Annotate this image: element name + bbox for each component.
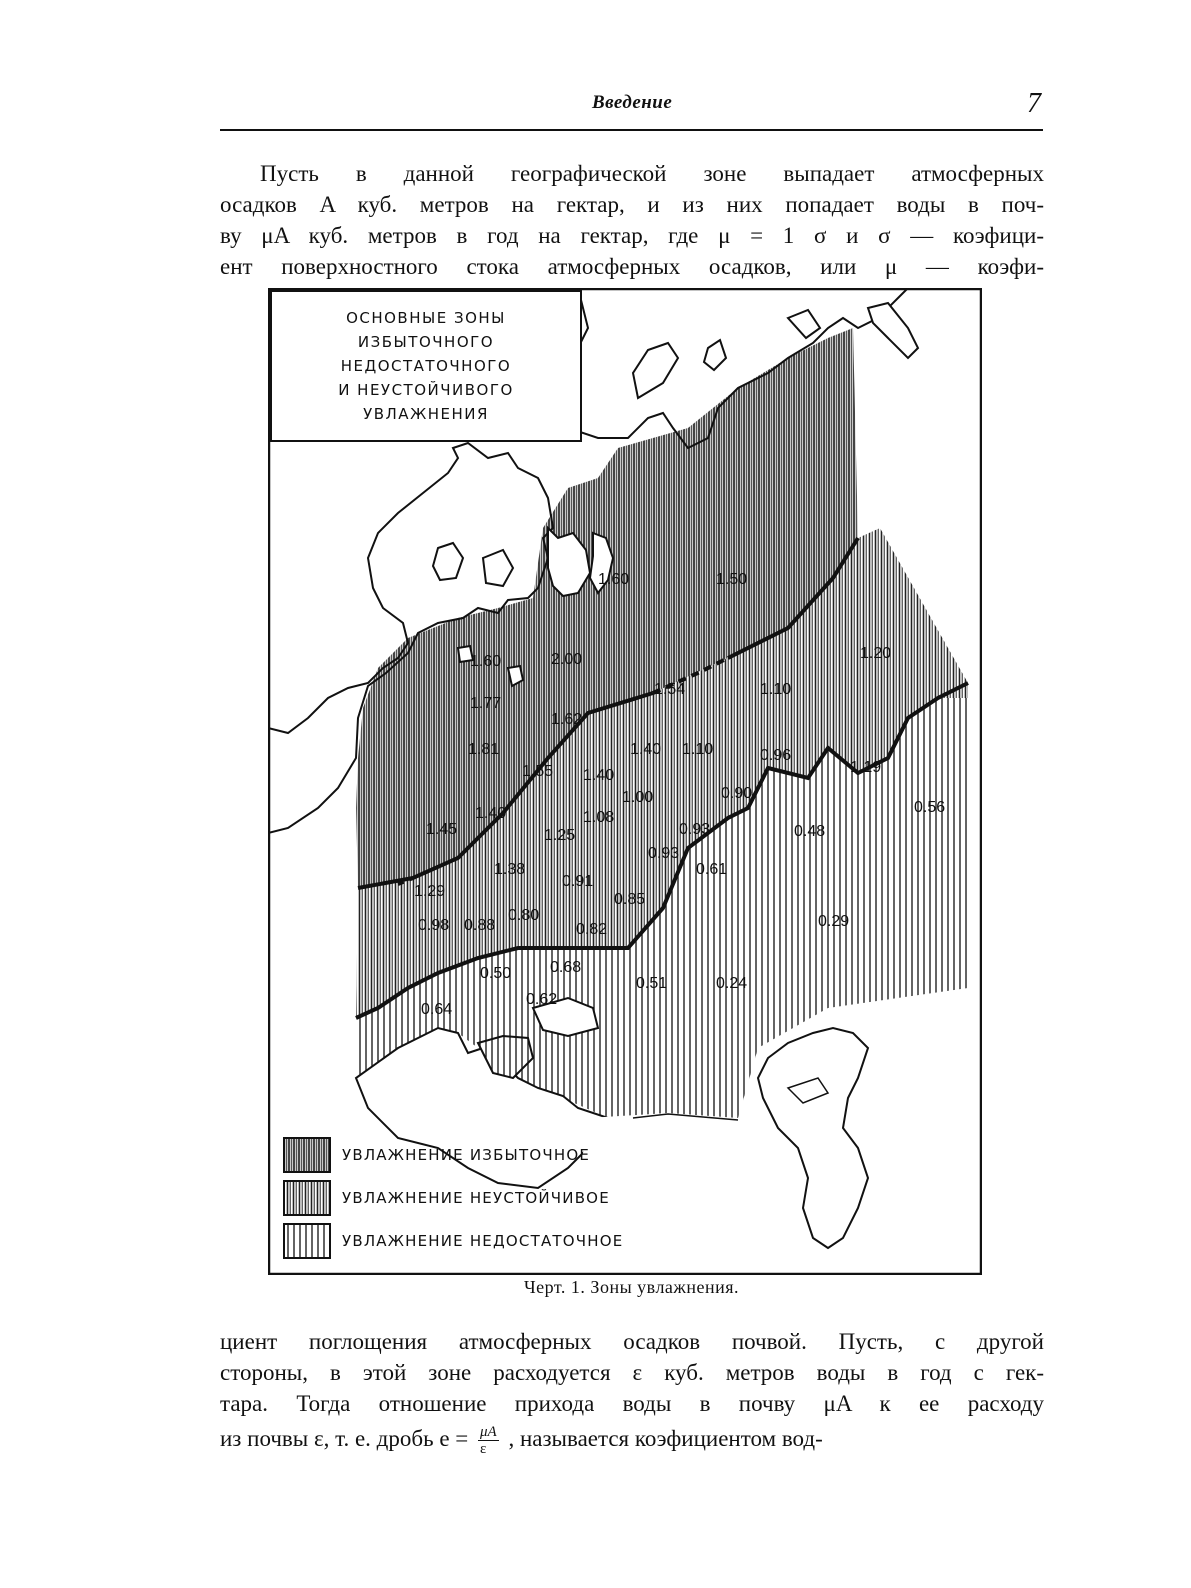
map-value: 1.25 xyxy=(544,827,576,844)
map-title-line: ИЗБЫТОЧНОГО xyxy=(357,333,495,351)
map-title-box xyxy=(270,290,582,442)
formula-text-after: , называется коэфициентом вод- xyxy=(508,1426,823,1451)
text-line: тара. Тогда отношение прихода воды в почву μA к ее расходу xyxy=(220,1391,1044,1416)
map-value: 0.51 xyxy=(636,975,668,992)
running-head xyxy=(220,88,1043,126)
paragraph-top xyxy=(220,158,1044,282)
map-value: 0.29 xyxy=(818,913,850,930)
legend-item-unstable xyxy=(342,1181,610,1215)
moisture-map-figure xyxy=(268,288,982,1275)
page-number: 7 xyxy=(1027,88,1041,119)
map-value: 1.20 xyxy=(860,645,892,662)
legend-item-excess xyxy=(342,1138,590,1172)
map-value: 0.93 xyxy=(679,821,711,838)
map-title-line: НЕДОСТАТОЧНОГО xyxy=(340,357,512,375)
formula-denominator: ε xyxy=(480,1441,487,1458)
map-value: 0.82 xyxy=(576,921,608,938)
formula-numerator: μA xyxy=(480,1424,497,1441)
map-value: 1.60 xyxy=(470,653,502,670)
text-line: ент поверхностного стока атмосферных осадков, или μ — коэфи- xyxy=(220,254,1044,279)
map-value: 0.96 xyxy=(760,747,792,764)
legend-label: УВЛАЖНЕНИЕ ИЗБЫТОЧНОЕ xyxy=(342,1146,591,1164)
map-value: 0.85 xyxy=(614,891,646,908)
text-line: стороны, в этой зоне расходуется ε куб. метров воды в год с гек- xyxy=(220,1360,1044,1385)
map-value: 1.08 xyxy=(583,809,615,826)
map-value: 0.68 xyxy=(550,959,582,976)
formula-text-before: из почвы ε, т. е. дробь e = xyxy=(220,1426,469,1451)
map-value: 0.64 xyxy=(421,1001,453,1018)
map-value: 1.54 xyxy=(654,681,686,698)
map-value: 0.88 xyxy=(464,917,496,934)
map-title-line: ОСНОВНЫЕ ЗОНЫ xyxy=(346,309,506,327)
legend-item-insufficient xyxy=(342,1224,623,1258)
map-value: 1.55 xyxy=(522,763,554,780)
map-value: 0.93 xyxy=(648,845,680,862)
map-value: 1.77 xyxy=(470,695,502,712)
map-value: 1.81 xyxy=(468,741,500,758)
map-title-line: И НЕУСТОЙЧИВОГО xyxy=(338,381,514,399)
map-value: 0.91 xyxy=(562,873,594,890)
legend-swatch-insufficient xyxy=(284,1224,330,1258)
map-value: 0.62 xyxy=(526,991,558,1008)
map-value: 0.98 xyxy=(418,917,450,934)
text-line: осадков A куб. метров на гектар, и из них попадает воды в поч- xyxy=(220,192,1044,217)
map-value: 1.19 xyxy=(850,759,882,776)
legend-label: УВЛАЖНЕНИЕ НЕДОСТАТОЧНОЕ xyxy=(342,1232,624,1250)
formula-line xyxy=(220,1423,1044,1463)
map-value: 1.10 xyxy=(760,681,792,698)
figure-caption: Черт. 1. Зоны увлажнения. xyxy=(523,1277,740,1297)
map-value: 0.80 xyxy=(508,907,540,924)
legend-label: УВЛАЖНЕНИЕ НЕУСТОЙЧИВОЕ xyxy=(342,1189,610,1207)
header-rule xyxy=(220,129,1043,131)
map-value: 0.24 xyxy=(716,975,748,992)
map-value: 1.40 xyxy=(583,767,615,784)
map-value: 0.48 xyxy=(794,823,826,840)
map-value: 1.29 xyxy=(414,883,446,900)
map-value: 1.50 xyxy=(716,571,748,588)
map-value: 0.50 xyxy=(480,965,512,982)
map-value: 1.10 xyxy=(682,741,714,758)
map-title-line: УВЛАЖНЕНИЯ xyxy=(363,405,489,423)
running-title: Введение xyxy=(592,92,673,113)
text-line: ву μA куб. метров в год на гектар, где μ = 1 σ и σ — коэфици- xyxy=(220,223,1044,248)
map-value: 1.38 xyxy=(494,861,526,878)
map-value: 1.60 xyxy=(598,571,630,588)
text-line: циент поглощения атмосферных осадков почвой. Пусть, с другой xyxy=(220,1329,1044,1354)
text-line: Пусть в данной географической зоне выпадает атмосферных xyxy=(260,161,1044,186)
map-value: 0.90 xyxy=(721,785,753,802)
map-value: 1.40 xyxy=(475,805,507,822)
map-value: 1.62 xyxy=(551,711,583,728)
map-value: 1.40 xyxy=(630,741,662,758)
legend-swatch-excess xyxy=(284,1138,330,1172)
paragraph-bottom xyxy=(220,1326,1044,1463)
map-value: 0.56 xyxy=(914,799,946,816)
legend-swatch-unstable xyxy=(284,1181,330,1215)
map-value: 1.45 xyxy=(426,821,458,838)
formula-fraction xyxy=(478,1424,499,1457)
map-value: 1.00 xyxy=(622,789,654,806)
map-value: 2.00 xyxy=(551,651,583,668)
map-value: 0.61 xyxy=(696,861,728,878)
